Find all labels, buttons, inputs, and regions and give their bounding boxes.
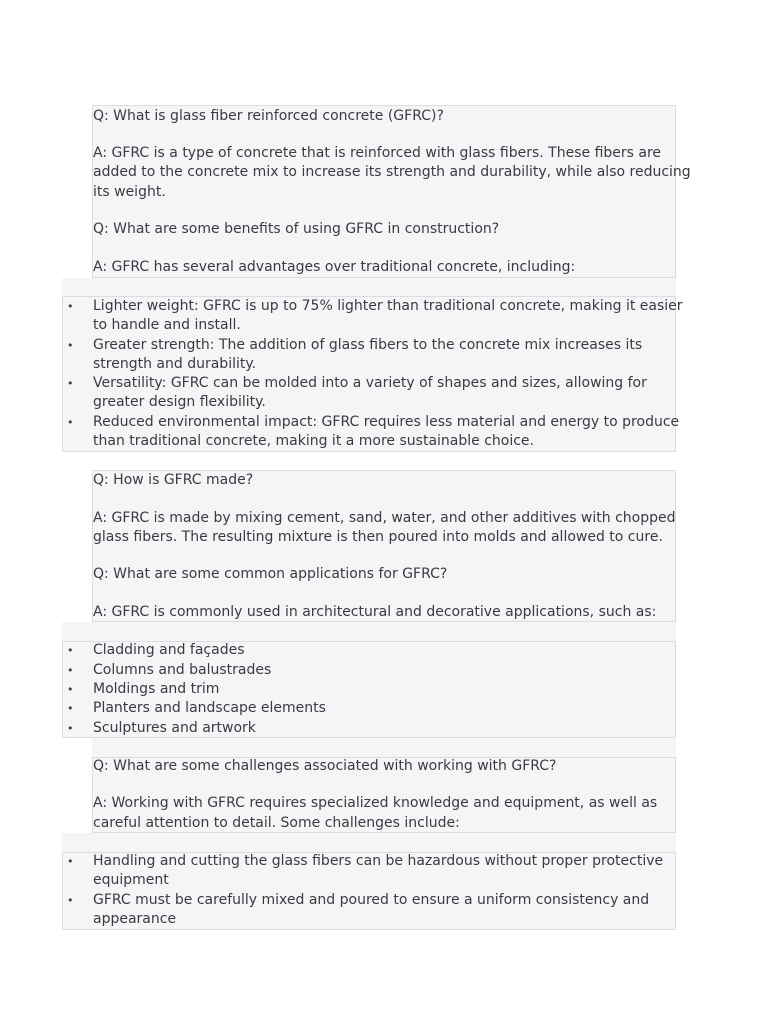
bullet-icon: • [67,339,74,352]
list-item: than traditional concrete, making it a more sustainable choice. [93,433,534,449]
list-item: Greater strength: The addition of glass fibers to the concrete mix increases its [93,337,643,353]
section-gap [62,833,676,852]
list-item: to handle and install. [93,317,241,333]
bullet-icon: • [67,416,74,429]
list-item: Cladding and façades [93,642,245,658]
question-applications: Q: What are some common applications for GFRC? [93,566,448,582]
bullet-icon: • [67,702,74,715]
bullet-icon: • [67,664,74,677]
list-item: equipment [93,872,169,888]
answer-line: A: GFRC is made by mixing cement, sand, water, and other additives with chopped [93,510,676,526]
list-item: Handling and cutting the glass fibers can be hazardous without proper protective [93,853,664,869]
question-challenges: Q: What are some challenges associated with working with GFRC? [93,758,557,774]
bullet-icon: • [67,855,74,868]
answer-line: A: GFRC is a type of concrete that is reinforced with glass fibers. These fibers are [93,145,662,161]
bullet-icon: • [67,377,74,390]
answer-line: added to the concrete mix to increase its strength and durability, while also reducing [93,164,691,180]
list-item: greater design flexibility. [93,394,266,410]
bullet-icon: • [67,683,74,696]
answer-line: A: GFRC has several advantages over traditional concrete, including: [93,259,576,275]
section-gap [62,622,676,641]
bullet-icon: • [67,722,74,735]
list-item: Columns and balustrades [93,662,272,678]
faq-block-1 [92,105,676,278]
answer-line: glass fibers. The resulting mixture is then poured into molds and allowed to cure. [93,529,663,545]
question-benefits: Q: What are some benefits of using GFRC in construction? [93,221,500,237]
list-item: Sculptures and artwork [93,720,256,736]
section-gap [62,278,676,296]
bullet-icon: • [67,300,74,313]
list-item: Planters and landscape elements [93,700,326,716]
list-item: Moldings and trim [93,681,220,697]
section-gap [92,738,676,757]
answer-line: A: Working with GFRC requires specialized knowledge and equipment, as well as [93,795,658,811]
list-item: strength and durability. [93,356,257,372]
question-what-is-gfrc: Q: What is glass fiber reinforced concrete (GFRC)? [93,108,444,124]
list-item: appearance [93,911,177,927]
list-item: Versatility: GFRC can be molded into a variety of shapes and sizes, allowing for [93,375,647,391]
answer-line: A: GFRC is commonly used in architectural and decorative applications, such as: [93,604,657,620]
answer-line: careful attention to detail. Some challenges include: [93,815,460,831]
list-item: Lighter weight: GFRC is up to 75% lighter than traditional concrete, making it easier [93,298,683,314]
bullet-icon: • [67,894,74,907]
list-item: Reduced environmental impact: GFRC requires less material and energy to produce [93,414,680,430]
list-item: GFRC must be carefully mixed and poured to ensure a uniform consistency and [93,892,650,908]
question-how-made: Q: How is GFRC made? [93,472,254,488]
bullet-icon: • [67,644,74,657]
answer-line: its weight. [93,184,166,200]
